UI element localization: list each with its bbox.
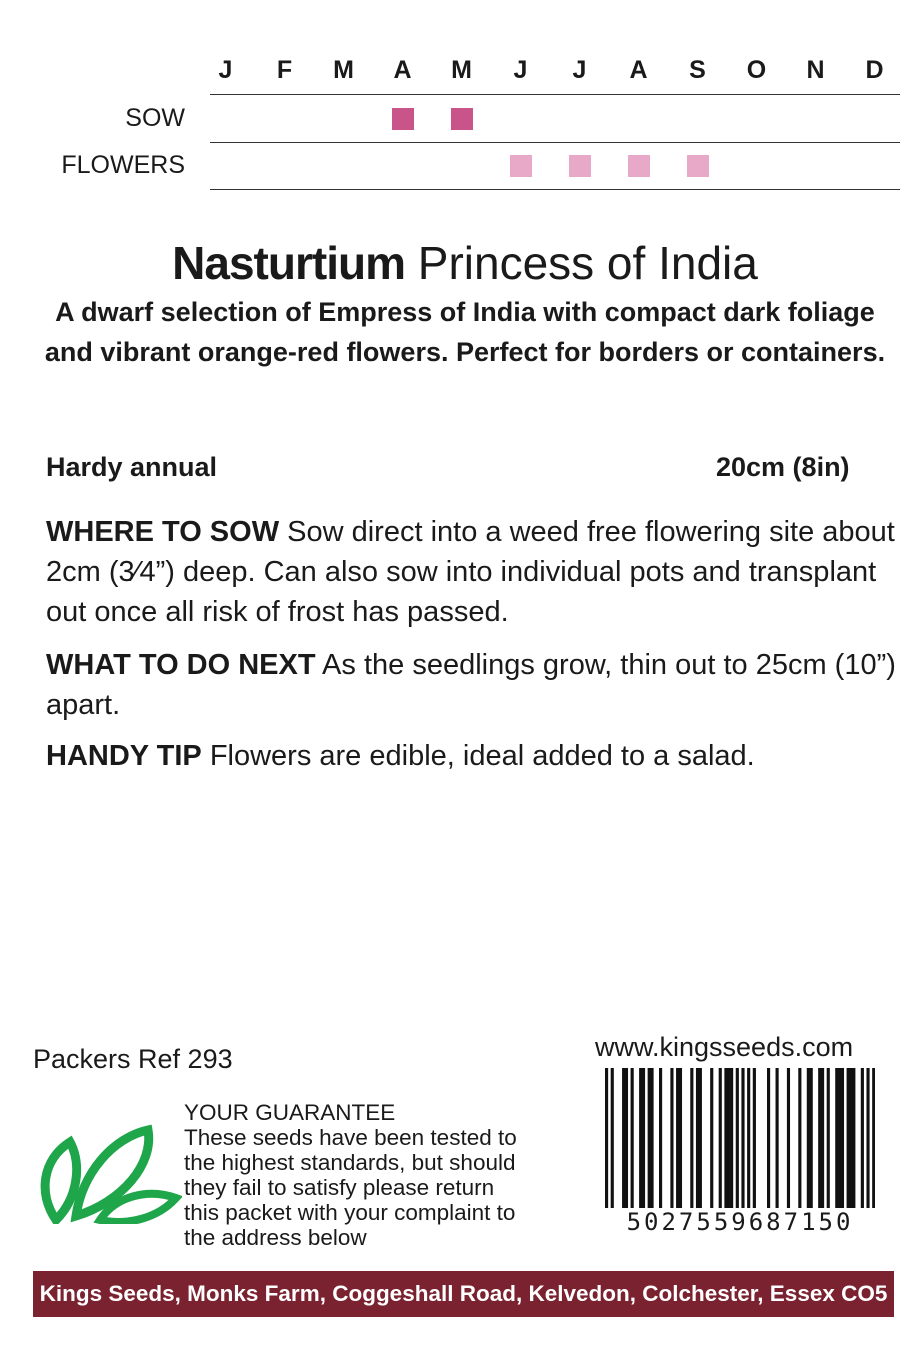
plant-type: Hardy annual: [46, 452, 218, 482]
product-description: A dwarf selection of Empress of India with compact dark foliage and vibrant orange-red flowers. Perfect for borders or containers.: [44, 297, 886, 367]
address-footer: Kings Seeds, Monks Farm, Coggeshall Road, Kelvedon, Colchester, Essex CO5 9PG: [33, 1271, 894, 1317]
barcode-bar: [747, 1068, 750, 1208]
barcode-bar: [810, 1068, 813, 1208]
barcode-bar: [622, 1068, 625, 1208]
barcode-bar: [648, 1068, 651, 1208]
barcode-bar: [861, 1068, 864, 1208]
barcode-bar: [625, 1068, 628, 1208]
barcode-bar: [639, 1068, 642, 1208]
barcode-number: 5027559687150: [626, 1208, 854, 1236]
month-label: A: [629, 56, 648, 84]
barcode-bar: [679, 1068, 682, 1208]
website-link[interactable]: www.kingsseeds.com: [595, 1032, 854, 1062]
barcode-bar: [849, 1068, 852, 1208]
barcode-bar: [730, 1068, 733, 1208]
barcode-bar: [835, 1068, 838, 1208]
month-label: D: [865, 56, 884, 84]
handy-tip-section: [46, 736, 896, 776]
guarantee-line: they fail to satisfy please return: [184, 1175, 495, 1200]
sow-month-marker: [451, 108, 473, 130]
where-to-sow-section: [46, 512, 896, 632]
product-name-bold: Nasturtium: [172, 237, 405, 289]
barcode-bar: [827, 1068, 830, 1208]
barcode-bar: [736, 1068, 739, 1208]
barcode-bar: [611, 1068, 614, 1208]
barcode-bar: [872, 1068, 875, 1208]
guarantee-line: the address below: [184, 1225, 367, 1250]
barcode-bar: [659, 1068, 662, 1208]
guarantee-block: [184, 1100, 564, 1250]
section-heading: HANDY TIP: [46, 740, 202, 772]
flowers-month-marker: [510, 155, 532, 177]
month-label: J: [218, 56, 233, 84]
section-text: Sow direct into a weed free flowering site about 2cm (3⁄4”) deep. Can also sow into individual pots and transplant out once all risk of frost has passed.: [46, 516, 895, 628]
barcode-bar: [696, 1068, 699, 1208]
barcode-bar: [727, 1068, 730, 1208]
section-text: Flowers are edible, ideal added to a salad.: [201, 740, 755, 772]
barcode-bar: [852, 1068, 855, 1208]
barcode-bar: [847, 1068, 850, 1208]
flowers-month-marker: [687, 155, 709, 177]
guarantee-line: this packet with your complaint to: [184, 1200, 516, 1225]
barcode-bar: [866, 1068, 869, 1208]
section-text: As the seedlings grow, thin out to 25cm (10”) apart.: [46, 649, 896, 721]
guarantee-heading: YOUR GUARANTEE: [184, 1100, 396, 1125]
calendar-grid: [0, 0, 910, 200]
barcode-bar: [753, 1068, 756, 1208]
barcode-bar: [719, 1068, 722, 1208]
barcode-bar: [767, 1068, 770, 1208]
product-title: [0, 236, 910, 290]
flowers-month-marker: [569, 155, 591, 177]
product-name-variety: Princess of India: [404, 237, 758, 289]
flowers-month-marker: [628, 155, 650, 177]
barcode-bar: [699, 1068, 702, 1208]
month-label: J: [513, 56, 528, 84]
month-label: S: [689, 56, 706, 84]
barcode-bar: [818, 1068, 821, 1208]
packers-ref: Packers Ref 293: [33, 1044, 233, 1074]
barcode-bar: [776, 1068, 779, 1208]
barcode-bar: [838, 1068, 841, 1208]
sow-row-label: SOW: [125, 104, 185, 132]
barcode-bar: [642, 1068, 645, 1208]
what-to-do-next-section: [46, 645, 896, 725]
plant-height: 20cm (8in): [716, 452, 850, 482]
barcode-bar: [605, 1068, 608, 1208]
month-label: A: [393, 56, 412, 84]
barcode-bar: [724, 1068, 727, 1208]
barcode-bar: [798, 1068, 801, 1208]
month-label: M: [333, 56, 354, 84]
month-label: O: [746, 56, 767, 84]
barcode-bar: [821, 1068, 824, 1208]
section-heading: WHERE TO SOW: [46, 516, 280, 548]
barcode-bar: [670, 1068, 673, 1208]
barcode-bar: [741, 1068, 744, 1208]
barcode: [605, 1068, 875, 1208]
leaf-logo-icon: [36, 1124, 182, 1224]
sow-month-marker: [392, 108, 414, 130]
guarantee-line: These seeds have been tested to: [184, 1125, 517, 1150]
barcode-bar: [650, 1068, 653, 1208]
barcode-bar: [841, 1068, 844, 1208]
section-heading: WHAT TO DO NEXT: [46, 649, 316, 681]
month-label: F: [276, 56, 293, 84]
barcode-bar: [807, 1068, 810, 1208]
guarantee-line: the highest standards, but should: [184, 1150, 516, 1175]
month-label: N: [806, 56, 825, 84]
barcode-bar: [690, 1068, 693, 1208]
barcode-bar: [787, 1068, 790, 1208]
barcode-bar: [676, 1068, 679, 1208]
barcode-bar: [710, 1068, 713, 1208]
month-label: J: [572, 56, 587, 84]
barcode-bar: [631, 1068, 634, 1208]
flowers-row-label: FLOWERS: [61, 151, 185, 179]
month-label: M: [451, 56, 472, 84]
